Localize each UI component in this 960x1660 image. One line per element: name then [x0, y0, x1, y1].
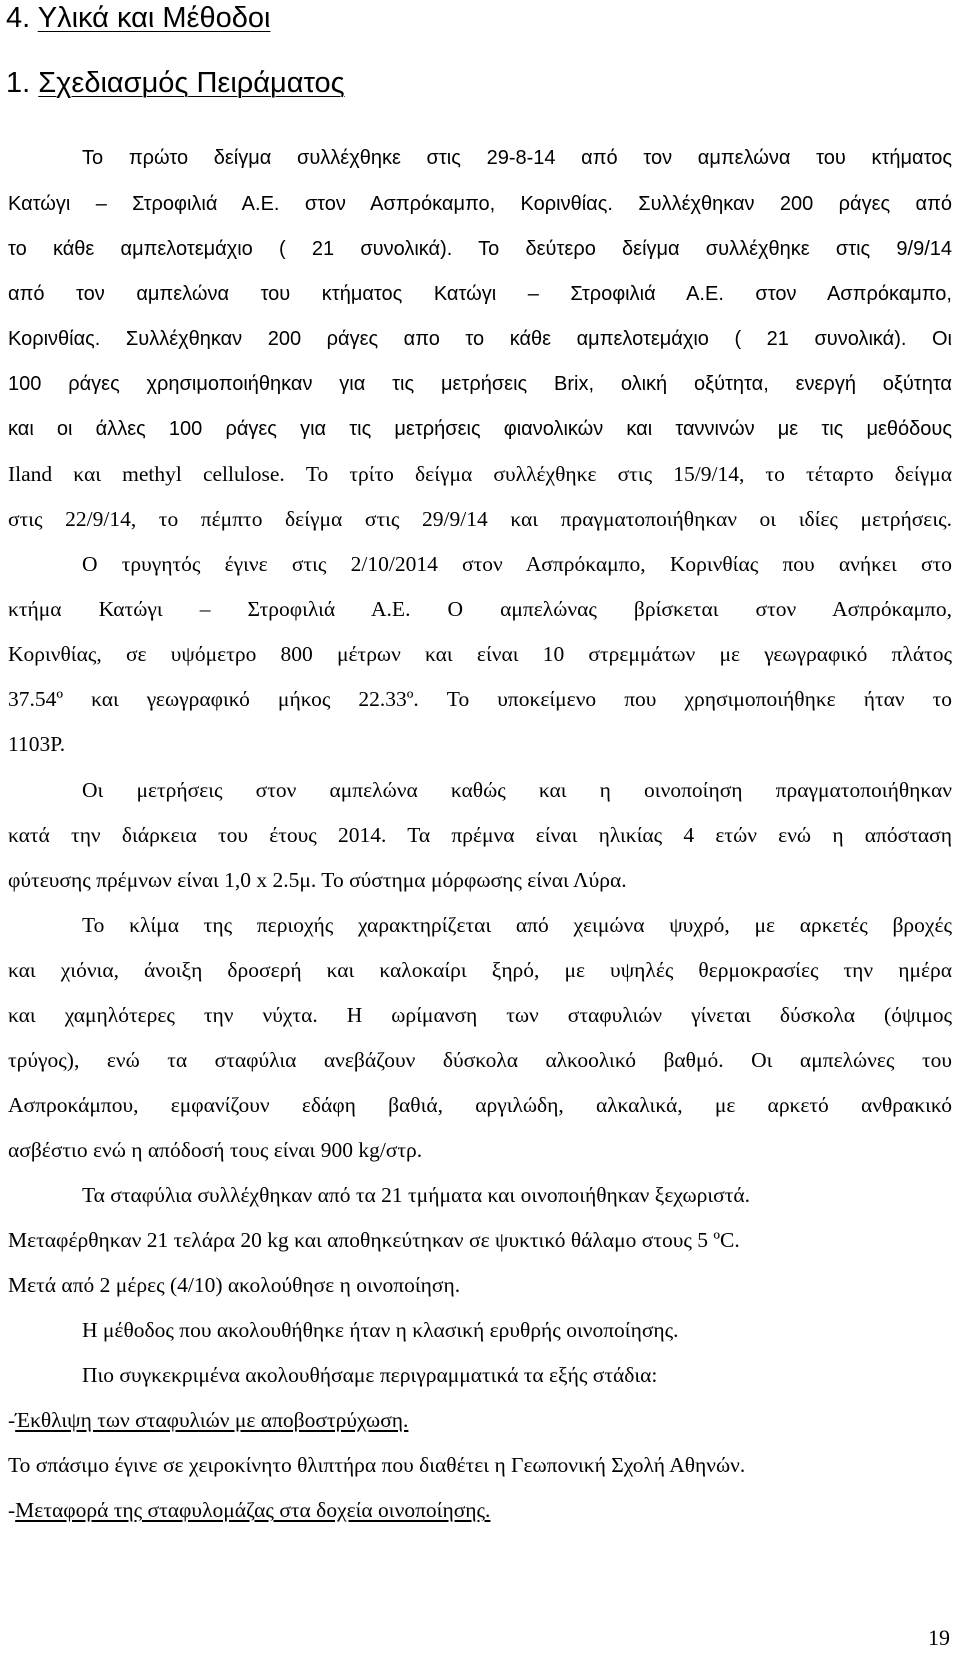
paragraph-line: και χιόνια, άνοιξη δροσερή και καλοκαίρι ξηρό, με υψηλές θερμοκρασίες την ημέρα [8, 958, 952, 982]
paragraph-line: Τα σταφύλια συλλέχθηκαν από τα 21 τμήματα και οινοποιήθηκαν ξεχωριστά. [82, 1183, 750, 1207]
paragraph-line: Μετά από 2 μέρες (4/10) ακολούθησε η οινοποίηση. [8, 1273, 461, 1297]
paragraph-line: Ασπροκάμπου, εμφανίζουν εδάφη βαθιά, αργιλώδη, αλκαλικά, με αρκετό ανθρακικό [8, 1093, 952, 1117]
paragraph-line: το κάθε αμπελοτεμάχιο ( 21 συνολικά). Το δεύτερο δείγμα συλλέχθηκε στις 9/9/14 [8, 238, 952, 260]
paragraph-line: ασβέστιο ενώ η απόδοσή τους είναι 900 kg/στρ. [8, 1138, 423, 1162]
paragraph-line: Κορινθίας, σε υψόμετρο 800 μέτρων και είναι 10 στρεμμάτων με γεωγραφικό πλάτος [8, 642, 952, 666]
page-number: 19 [928, 1625, 950, 1650]
paragraph-line: τρύγος), ενώ τα σταφύλια ανεβάζουν δύσκολα αλκοολικό βαθμό. Οι αμπελώνες του [8, 1048, 952, 1072]
paragraph-line: και οι άλλες 100 ράγες για τις μετρήσεις φιανολικών και ταννινών με τις μεθόδους [8, 418, 952, 440]
paragraph-line: Iland και methyl cellulose. Το τρίτο δείγμα συλλέχθηκε στις 15/9/14, το τέταρτο δείγμα [8, 462, 952, 486]
paragraph-line: 37.54º και γεωγραφικό μήκος 22.33º. Το υποκείμενο που χρησιμοποιήθηκε ήταν το [8, 687, 952, 711]
paragraph-line: και χαμηλότερες την νύχτα. Η ωρίμανση των σταφυλιών γίνεται δύσκολα (όψιμος [8, 1003, 952, 1027]
section-title: Υλικά και Μέθοδοι [37, 2, 271, 34]
step-text: Το σπάσιμο έγινε σε χειροκίνητο θλιπτήρα που διαθέτει η Γεωπονική Σχολή Αθηνών. [8, 1453, 746, 1477]
paragraph-line: Η μέθοδος που ακολουθήθηκε ήταν η κλασική ερυθρής οινοποίησης. [82, 1318, 679, 1342]
paragraph-line: κατά την διάρκεια του έτους 2014. Τα πρέμνα είναι ηλικίας 4 ετών ενώ η απόσταση [8, 823, 952, 847]
paragraph-line: Κορινθίας. Συλλέχθηκαν 200 ράγες απο το κάθε αμπελοτεμάχιο ( 21 συνολικά). Οι [8, 328, 952, 350]
subsection-title: Σχεδιασμός Πειράματος [38, 67, 345, 99]
paragraph-line: Το κλίμα της περιοχής χαρακτηρίζεται από χειμώνα ψυχρό, με αρκετές βροχές [82, 913, 952, 937]
subsection-heading [6, 65, 345, 101]
step-title: Έκθλιψη των σταφυλιών με αποβοστρύχωση. [15, 1408, 409, 1432]
paragraph-line: από τον αμπελώνα του κτήματος Κατώγι – Στροφιλιά Α.Ε. στον Ασπρόκαμπο, [8, 283, 952, 305]
paragraph-line: Πιο συγκεκριμένα ακολουθήσαμε περιγραμματικά τα εξής στάδια: [82, 1363, 658, 1387]
paragraph-line: φύτευσης πρέμνων είναι 1,0 x 2.5μ. Το σύστημα μόρφωσης είναι Λύρα. [8, 868, 627, 892]
paragraph-line: κτήμα Κατώγι – Στροφιλιά Α.Ε. Ο αμπελώνας βρίσκεται στον Ασπρόκαμπο, [8, 597, 952, 621]
paragraph-line: 100 ράγες χρησιμοποιήθηκαν για τις μετρήσεις Brix, ολική οξύτητα, ενεργή οξύτητα [8, 373, 952, 395]
step-dash: - [8, 1408, 16, 1432]
paragraph-line: Το πρώτο δείγμα συλλέχθηκε στις 29-8-14 από τον αμπελώνα του κτήματος [82, 147, 952, 169]
step-dash: - [8, 1498, 16, 1522]
paragraph-line: Ο τρυγητός έγινε στις 2/10/2014 στον Ασπρόκαμπο, Κορινθίας που ανήκει στο [82, 552, 952, 576]
step-heading [8, 1496, 952, 1524]
section-heading [6, 0, 270, 36]
paragraph-line: 1103P. [8, 732, 66, 756]
section-number: 4. [6, 2, 31, 34]
step-title: Μεταφορά της σταφυλομάζας στα δοχεία οινοποίησης. [15, 1498, 491, 1522]
paragraph-line: Οι μετρήσεις στον αμπελώνα καθώς και η οινοποίηση πραγματοποιήθηκαν [82, 778, 952, 802]
subsection-number: 1. [6, 67, 31, 99]
step-heading [8, 1406, 952, 1434]
paragraph-line: στις 22/9/14, το πέμπτο δείγμα στις 29/9/14 και πραγματοποιήθηκαν οι ιδίες μετρήσεις. [8, 507, 952, 531]
paragraph-line: Μεταφέρθηκαν 21 τελάρα 20 kg και αποθηκεύτηκαν σε ψυκτικό θάλαμο στους 5 ºC. [8, 1228, 740, 1252]
paragraph-line: Κατώγι – Στροφιλιά Α.Ε. στον Ασπρόκαμπο, Κορινθίας. Συλλέχθηκαν 200 ράγες από [8, 193, 952, 215]
